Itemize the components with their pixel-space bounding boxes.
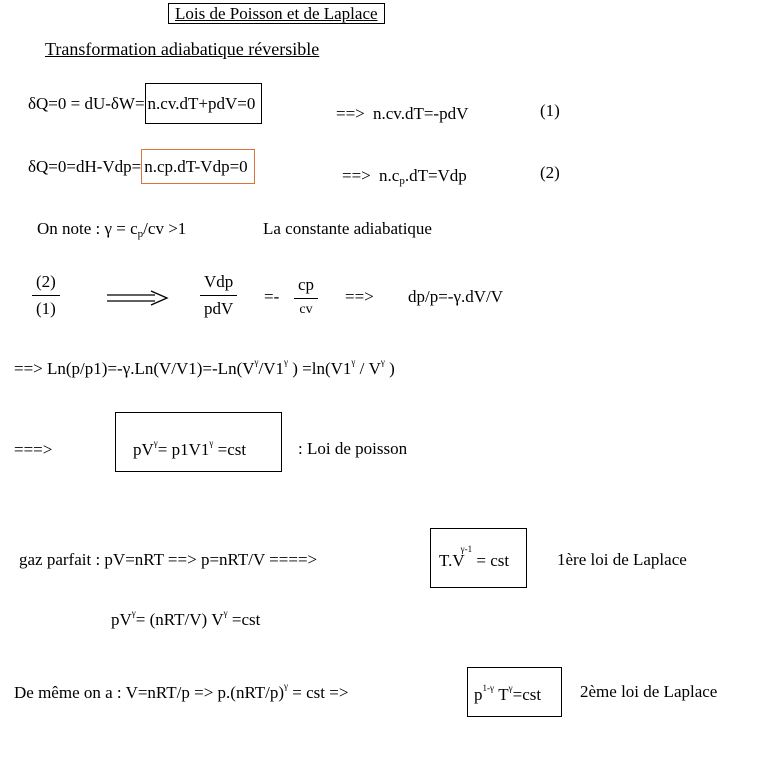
ratio-eq: =- [264,287,280,306]
eq1-arrow: ==> [336,104,365,123]
laplace2-p: p [474,685,483,704]
page-title [168,3,385,24]
pv-pre: pV [111,610,132,629]
note-pre: On note : γ = c [37,219,138,238]
ratio-result: dp/p=-γ.dV/V [408,287,504,306]
poisson-formula [133,440,246,460]
ln-sup-2: γ [284,357,288,367]
eq2-boxed: n.cp.dT-Vdp=0 [141,149,254,184]
ratio-num-2: Vdp [200,272,237,296]
laplace2-formula [474,685,541,705]
poisson-post: =cst [213,440,247,459]
eq1-number: (1) [540,101,560,120]
laplace2-mid: = cst => [288,683,349,702]
section-subtitle: Transformation adiabatique réversible [45,39,320,59]
eq1-boxed: n.cv.dT+pdV=0 [145,83,263,124]
poisson-arrow: ===> [14,440,53,459]
laplace1-text: gaz parfait : pV=nRT ==> p=nRT/V ====> [19,550,318,569]
ln-sup-4: γ [380,357,385,367]
ln-pre: ==> Ln(p/p1)=-γ.Ln(V/V1)=-Ln(V [14,359,255,378]
pv-sup-1: γ [131,608,136,618]
poisson-sup-2: γ [209,438,214,448]
laplace2-t: T [493,685,509,704]
eq2-number: (2) [540,163,560,182]
ratio-num-3: cp [294,275,318,299]
laplace2-text: De même on a : V=nRT/p => p.(nRT/p) [14,683,285,702]
ratio-den-3: cv [299,302,313,317]
note-sub: p [137,228,144,240]
laplace2-box [467,667,562,717]
ln-mid-2: ) =ln(V1 [287,359,352,378]
ln-mid-1: /V1 [258,359,284,378]
note-post: /cv >1 [143,219,187,238]
pv-post: =cst [227,610,261,629]
laplace2-label: 2ème loi de Laplace [580,682,718,701]
laplace2-sup-1: 1-γ [482,683,494,693]
pv-sup-2: γ [223,608,228,618]
poisson-box [115,412,282,472]
ln-end: ) [384,359,395,378]
eq2-rhs [379,166,467,185]
pv-mid: = (nRT/V) V [135,610,224,629]
eq2-rhs-post: .dT=Vdp [404,166,467,185]
ln-sup-1: γ [254,357,259,367]
laplace2-sup: γ [284,681,289,691]
poisson-pre: pV [133,440,154,459]
laplace1-post: = cst [472,551,510,570]
ln-mid-3: / V [355,359,381,378]
poisson-label: : Loi de poisson [298,439,408,458]
note-label: La constante adiabatique [263,219,432,238]
ln-line [14,359,395,379]
eq1-rhs: n.cv.dT=-pdV [373,104,469,123]
laplace1-box [430,528,527,588]
laplace1-label: 1ère loi de Laplace [557,550,687,569]
ratio-frac-2 [200,272,237,319]
laplace2-post: =cst [512,685,542,704]
eq2-rhs-pre: n.c [379,166,400,185]
ratio-frac-1 [32,272,60,319]
gamma-note [37,219,186,239]
ratio-den-1: (1) [36,299,56,318]
laplace2-sup-2: γ [508,683,513,693]
ratio-arrow: ==> [345,287,374,306]
eq1-lhs: δQ=0 = dU-δW= [28,94,145,113]
poisson-mid: = p1V1 [157,440,210,459]
eq2-lhs: δQ=0=dH-Vdp= [28,157,142,176]
poisson-sup-1: γ [153,438,158,448]
title-text: Lois de Poisson et de Laplace [175,4,378,23]
equation-2 [28,157,255,177]
pv-line [111,610,260,630]
implies-arrow-icon [107,290,169,306]
eq1-result [336,104,468,124]
laplace1-sup: γ-1 [460,544,473,554]
equation-1 [28,94,262,114]
eq2-rhs-sub: p [399,175,405,187]
laplace2-line [14,683,348,703]
ratio-frac-3 [294,275,318,318]
eq2-result [342,166,467,186]
ratio-den-2: pdV [204,299,234,318]
eq2-arrow: ==> [342,166,371,185]
ratio-num-1: (2) [32,272,60,296]
laplace1-pre: T.V [439,551,465,570]
ln-sup-3: γ [351,357,356,367]
